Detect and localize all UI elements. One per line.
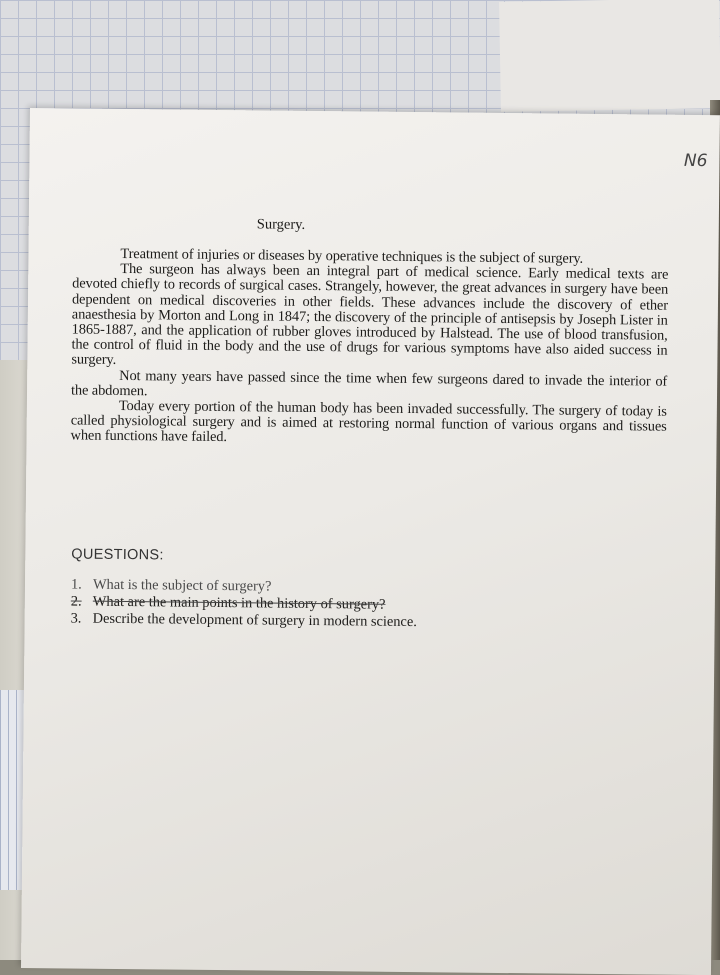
document-body <box>70 246 668 450</box>
paragraph: Today every portion of the human body has been invaded successfully. The surgery of today is called physiological surgery and is aimed at restoring normal function of various organs and tissues when functions have failed. <box>70 397 667 446</box>
questions-heading: QUESTIONS: <box>71 546 164 564</box>
paragraph: The surgeon has always been an integral part of medical science. Early medical texts are devoted chiefly to records of surgical cases. Strangely, however, the great advances in surgery have been dependent on medical discoveries in other fields. These advances include the discovery of ether anaesthesia by Morton and Long in 1847; the discovery of the principle of antisepsis by Joseph Lister in 1865-1887, and the application of rubber gloves introduced by Halstead. The use of blood transfusion, the control of fluid in the body and the use of drugs for various symptoms have also aided success in surgery. <box>71 261 669 369</box>
document-title: Surgery. <box>256 216 306 233</box>
paragraph: Treatment of injuries or diseases by operative techniques is the subject of surgery. <box>120 245 584 267</box>
question-number: 1. <box>70 576 82 593</box>
page-number: N6 <box>683 150 708 172</box>
question-item <box>71 610 417 631</box>
paragraph: Not many years have passed since the time when few surgeons dared to invade the interior of the abdomen. <box>70 367 668 400</box>
question-number: 2. <box>70 593 82 610</box>
question-text: Describe the development of surgery in modern science. <box>92 610 417 631</box>
question-text: What is the subject of surgery? <box>92 576 272 595</box>
question-text: What are the main points in the history of surgery? <box>92 593 386 613</box>
background-paper <box>499 0 720 112</box>
question-number: 3. <box>70 610 82 627</box>
document-sheet <box>21 108 720 975</box>
questions-list <box>71 576 418 631</box>
